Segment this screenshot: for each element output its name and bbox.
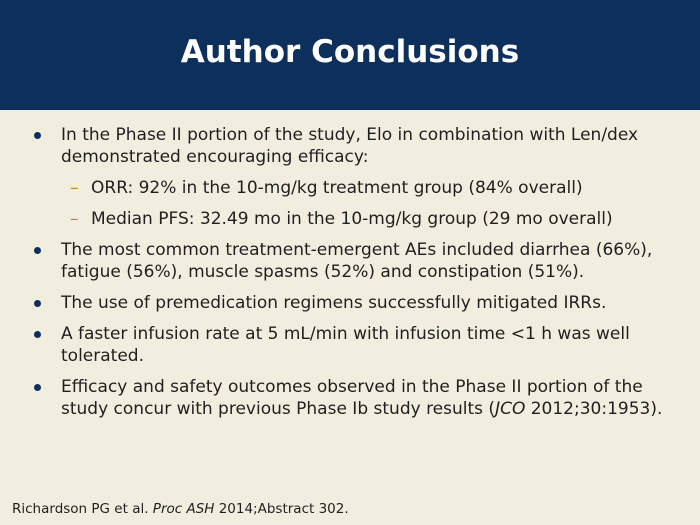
journal-abbrev: JCO <box>495 399 526 419</box>
bullet-item <box>34 292 674 314</box>
bullet-dot-icon <box>34 247 41 254</box>
bullet-dot-icon <box>34 300 41 307</box>
bullet-dot-icon <box>34 331 41 338</box>
bullet-text: The use of premedication regimens successfully mitigated IRRs. <box>61 293 607 313</box>
citation-authors: Richardson PG et al. <box>12 501 153 517</box>
bullet-item <box>34 376 674 420</box>
bullet-text-before: Efficacy and safety outcomes observed in the Phase II portion of the study concur with previous Phase Ib study results ( <box>61 377 643 419</box>
bullet-item <box>34 124 674 168</box>
citation <box>12 500 349 518</box>
bullet-text: A faster infusion rate at 5 mL/min with infusion time <1 h was well tolerated. <box>61 324 630 366</box>
bullet-dot-icon <box>34 132 41 139</box>
bullet-text-after: 2012;30:1953). <box>525 399 663 419</box>
dash-icon: – <box>70 178 79 198</box>
bullet-item <box>34 239 674 283</box>
sub-bullet-item <box>34 177 674 199</box>
sub-bullet-item <box>34 208 674 230</box>
sub-bullet-text: ORR: 92% in the 10-mg/kg treatment group (84% overall) <box>91 178 583 198</box>
bullet-text: In the Phase II portion of the study, Elo in combination with Len/dex demonstrated encouraging efficacy: <box>61 125 639 167</box>
citation-journal: Proc ASH <box>152 501 215 517</box>
bullet-dot-icon <box>34 384 41 391</box>
bullet-list <box>34 124 674 429</box>
slide-title: Author Conclusions <box>180 34 520 70</box>
dash-icon: – <box>70 209 79 229</box>
title-bar <box>0 0 700 110</box>
citation-rest: 2014;Abstract 302. <box>214 501 349 517</box>
sub-bullet-text: Median PFS: 32.49 mo in the 10-mg/kg group (29 mo overall) <box>91 209 613 229</box>
bullet-item <box>34 323 674 367</box>
bullet-text: The most common treatment-emergent AEs included diarrhea (66%), fatigue (56%), muscle spasms (52%) and constipation (51%). <box>61 240 653 282</box>
